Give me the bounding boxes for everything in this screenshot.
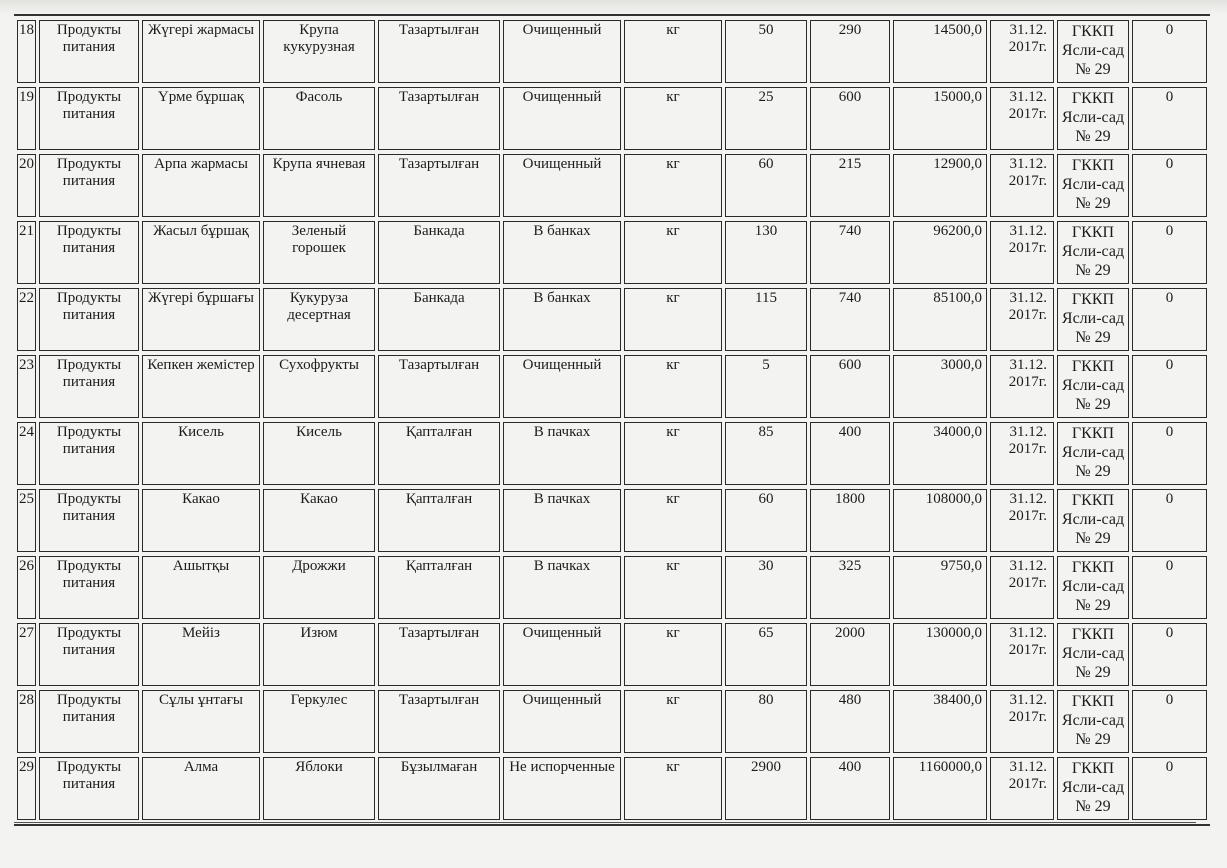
table-row [17,221,1207,284]
state-ru-cell: Очищенный [503,20,621,83]
name-kz-cell: Какао [142,489,260,552]
name-ru-cell: Какао [263,489,375,552]
note-cell: 0 [1132,623,1207,686]
table-row [17,288,1207,351]
quantity-cell: 2900 [725,757,807,820]
unit-cell: кг [624,623,722,686]
name-ru-cell: Крупа кукурузная [263,20,375,83]
unit-cell: кг [624,20,722,83]
note-cell: 0 [1132,87,1207,150]
quantity-cell: 30 [725,556,807,619]
price-cell: 600 [810,87,890,150]
name-kz-cell: Ашытқы [142,556,260,619]
table-row [17,757,1207,820]
table-row [17,20,1207,83]
name-ru-cell: Фасоль [263,87,375,150]
quantity-cell: 5 [725,355,807,418]
category-cell: Продукты питания [39,757,139,820]
sum-cell: 130000,0 [893,623,987,686]
sum-cell: 3000,0 [893,355,987,418]
table-row [17,87,1207,150]
date-cell: 31.12. 2017г. [990,690,1054,753]
table-body [17,20,1207,820]
state-kz-cell: Тазартылған [378,20,500,83]
state-kz-cell: Тазартылған [378,154,500,217]
unit-cell: кг [624,154,722,217]
table-row [17,623,1207,686]
name-kz-cell: Мейіз [142,623,260,686]
name-ru-cell: Сухофрукты [263,355,375,418]
row-number: 21 [17,221,36,284]
name-ru-cell: Геркулес [263,690,375,753]
row-number: 25 [17,489,36,552]
row-number: 23 [17,355,36,418]
category-cell: Продукты питания [39,154,139,217]
quantity-cell: 25 [725,87,807,150]
note-cell: 0 [1132,288,1207,351]
quantity-cell: 60 [725,154,807,217]
sum-cell: 15000,0 [893,87,987,150]
date-cell: 31.12. 2017г. [990,87,1054,150]
state-ru-cell: В пачках [503,489,621,552]
table-row [17,556,1207,619]
sum-cell: 85100,0 [893,288,987,351]
category-cell: Продукты питания [39,288,139,351]
price-cell: 740 [810,288,890,351]
unit-cell: кг [624,556,722,619]
state-kz-cell: Тазартылған [378,87,500,150]
row-number: 20 [17,154,36,217]
organization-cell: ГККП Ясли-сад № 29 [1057,87,1129,150]
date-cell: 31.12. 2017г. [990,355,1054,418]
unit-cell: кг [624,422,722,485]
unit-cell: кг [624,757,722,820]
sum-cell: 108000,0 [893,489,987,552]
sum-cell: 34000,0 [893,422,987,485]
date-cell: 31.12. 2017г. [990,20,1054,83]
unit-cell: кг [624,489,722,552]
row-number: 28 [17,690,36,753]
note-cell: 0 [1132,757,1207,820]
sum-cell: 14500,0 [893,20,987,83]
state-ru-cell: В пачках [503,556,621,619]
name-kz-cell: Жүгері жармасы [142,20,260,83]
name-kz-cell: Алма [142,757,260,820]
price-cell: 480 [810,690,890,753]
price-cell: 290 [810,20,890,83]
date-cell: 31.12. 2017г. [990,489,1054,552]
note-cell: 0 [1132,154,1207,217]
state-ru-cell: В пачках [503,422,621,485]
state-kz-cell: Қапталған [378,422,500,485]
name-ru-cell: Кисель [263,422,375,485]
price-cell: 400 [810,422,890,485]
organization-cell: ГККП Ясли-сад № 29 [1057,623,1129,686]
quantity-cell: 50 [725,20,807,83]
state-kz-cell: Бұзылмаған [378,757,500,820]
unit-cell: кг [624,87,722,150]
date-cell: 31.12. 2017г. [990,623,1054,686]
category-cell: Продукты питания [39,355,139,418]
state-kz-cell: Банкада [378,221,500,284]
name-kz-cell: Арпа жармасы [142,154,260,217]
note-cell: 0 [1132,355,1207,418]
name-kz-cell: Жасыл бұршақ [142,221,260,284]
table-row [17,355,1207,418]
quantity-cell: 60 [725,489,807,552]
state-kz-cell: Тазартылған [378,623,500,686]
name-ru-cell: Дрожжи [263,556,375,619]
state-kz-cell: Тазартылған [378,690,500,753]
category-cell: Продукты питания [39,221,139,284]
price-cell: 215 [810,154,890,217]
unit-cell: кг [624,690,722,753]
table-row [17,154,1207,217]
unit-cell: кг [624,355,722,418]
state-ru-cell: Очищенный [503,623,621,686]
page-top-edge [0,0,1227,14]
price-cell: 740 [810,221,890,284]
quantity-cell: 115 [725,288,807,351]
state-kz-cell: Қапталған [378,489,500,552]
category-cell: Продукты питания [39,556,139,619]
date-cell: 31.12. 2017г. [990,221,1054,284]
quantity-cell: 65 [725,623,807,686]
date-cell: 31.12. 2017г. [990,422,1054,485]
organization-cell: ГККП Ясли-сад № 29 [1057,556,1129,619]
state-ru-cell: В банках [503,288,621,351]
name-ru-cell: Яблоки [263,757,375,820]
organization-cell: ГККП Ясли-сад № 29 [1057,757,1129,820]
category-cell: Продукты питания [39,690,139,753]
name-kz-cell: Жүгері бұршағы [142,288,260,351]
state-ru-cell: Очищенный [503,690,621,753]
row-number: 18 [17,20,36,83]
state-kz-cell: Қапталған [378,556,500,619]
date-cell: 31.12. 2017г. [990,154,1054,217]
name-ru-cell: Изюм [263,623,375,686]
name-ru-cell: Кукуруза десертная [263,288,375,351]
category-cell: Продукты питания [39,87,139,150]
sum-cell: 9750,0 [893,556,987,619]
organization-cell: ГККП Ясли-сад № 29 [1057,422,1129,485]
state-ru-cell: Очищенный [503,355,621,418]
row-number: 19 [17,87,36,150]
table-row [17,690,1207,753]
category-cell: Продукты питания [39,489,139,552]
price-cell: 400 [810,757,890,820]
state-ru-cell: Очищенный [503,87,621,150]
row-number: 26 [17,556,36,619]
row-number: 29 [17,757,36,820]
organization-cell: ГККП Ясли-сад № 29 [1057,489,1129,552]
sum-cell: 38400,0 [893,690,987,753]
table-row [17,422,1207,485]
state-kz-cell: Тазартылған [378,355,500,418]
quantity-cell: 80 [725,690,807,753]
organization-cell: ГККП Ясли-сад № 29 [1057,690,1129,753]
note-cell: 0 [1132,20,1207,83]
category-cell: Продукты питания [39,422,139,485]
note-cell: 0 [1132,221,1207,284]
price-cell: 2000 [810,623,890,686]
state-kz-cell: Банкада [378,288,500,351]
price-cell: 325 [810,556,890,619]
name-kz-cell: Кепкен жемістер [142,355,260,418]
name-ru-cell: Крупа ячневая [263,154,375,217]
unit-cell: кг [624,288,722,351]
note-cell: 0 [1132,690,1207,753]
price-cell: 600 [810,355,890,418]
sum-cell: 96200,0 [893,221,987,284]
name-kz-cell: Сұлы ұнтағы [142,690,260,753]
note-cell: 0 [1132,422,1207,485]
category-cell: Продукты питания [39,623,139,686]
price-cell: 1800 [810,489,890,552]
organization-cell: ГККП Ясли-сад № 29 [1057,154,1129,217]
date-cell: 31.12. 2017г. [990,556,1054,619]
name-ru-cell: Зеленый горошек [263,221,375,284]
sum-cell: 1160000,0 [893,757,987,820]
row-number: 27 [17,623,36,686]
unit-cell: кг [624,221,722,284]
name-kz-cell: Үрме бұршақ [142,87,260,150]
bottom-rule [14,822,1196,823]
inventory-table [14,14,1210,826]
quantity-cell: 130 [725,221,807,284]
state-ru-cell: В банках [503,221,621,284]
organization-cell: ГККП Ясли-сад № 29 [1057,355,1129,418]
organization-cell: ГККП Ясли-сад № 29 [1057,288,1129,351]
category-cell: Продукты питания [39,20,139,83]
organization-cell: ГККП Ясли-сад № 29 [1057,20,1129,83]
quantity-cell: 85 [725,422,807,485]
sum-cell: 12900,0 [893,154,987,217]
row-number: 22 [17,288,36,351]
state-ru-cell: Очищенный [503,154,621,217]
table-row [17,489,1207,552]
organization-cell: ГККП Ясли-сад № 29 [1057,221,1129,284]
name-kz-cell: Кисель [142,422,260,485]
note-cell: 0 [1132,556,1207,619]
row-number: 24 [17,422,36,485]
date-cell: 31.12. 2017г. [990,288,1054,351]
date-cell: 31.12. 2017г. [990,757,1054,820]
note-cell: 0 [1132,489,1207,552]
state-ru-cell: Не испорченные [503,757,621,820]
